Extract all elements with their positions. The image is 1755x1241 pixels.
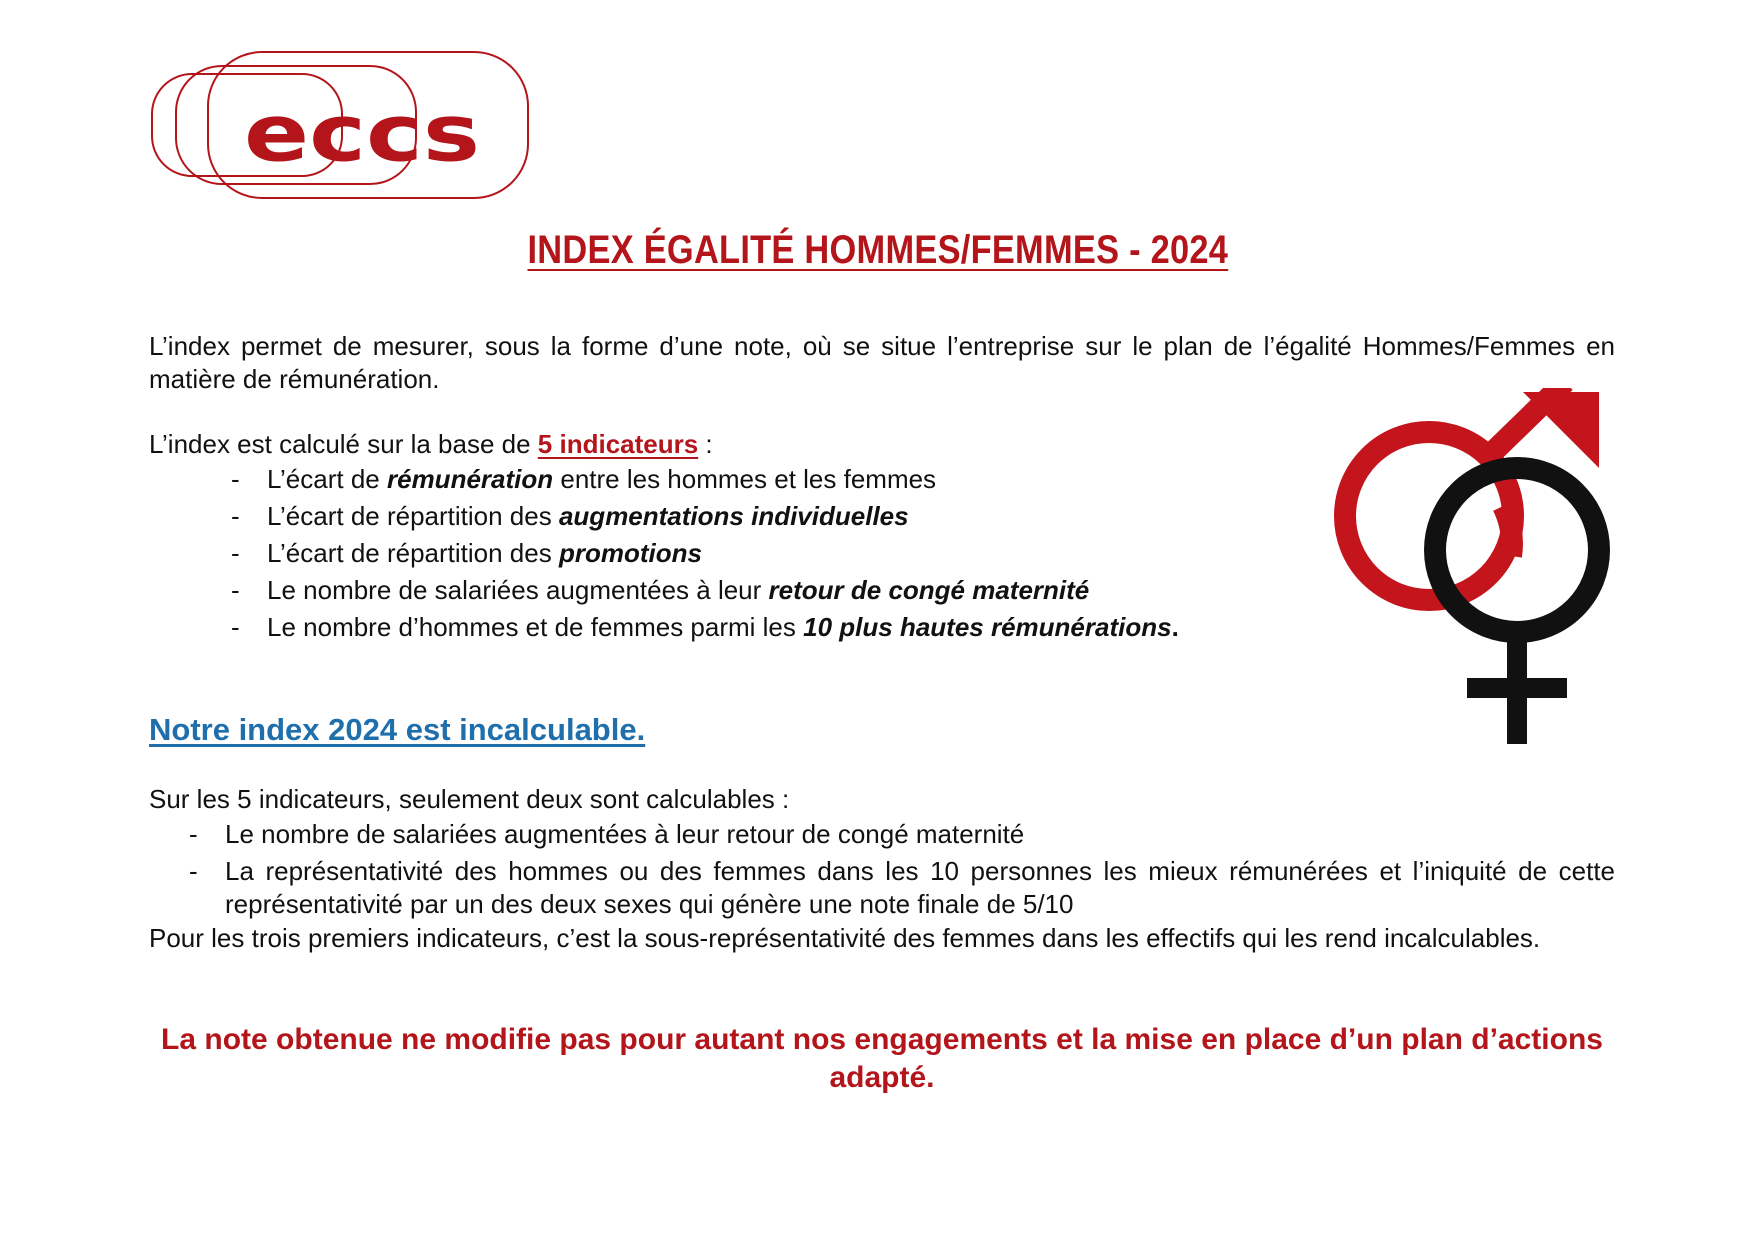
eccs-logo xyxy=(150,50,530,200)
conclusion-text: La note obtenue ne modifie pas pour autant nos engagements et la mise en place d’un plan d’actions adapté. xyxy=(161,1023,1603,1094)
list-item: - L’écart de rémunération entre les hommes et les femmes xyxy=(149,461,1179,498)
explanation-paragraph: Pour les trois premiers indicateurs, c’est la sous-représentativité des femmes dans les effectifs qui les rend incalculables. xyxy=(149,923,1541,953)
indicators-intro xyxy=(149,428,713,461)
logo-text: eccs xyxy=(243,88,481,180)
calculable-intro: Sur les 5 indicateurs, seulement deux sont calculables : xyxy=(149,784,790,814)
indicators-count: 5 indicateurs xyxy=(537,429,699,459)
list-item: - Le nombre de salariées augmentées à leur retour de congé maternité xyxy=(149,572,1179,609)
list-item: - Le nombre de salariées augmentées à leur retour de congé maternité xyxy=(149,818,1615,851)
intro-paragraph: L’index permet de mesurer, sous la forme d’une note, où se situe l’entreprise sur le plan de l’égalité Hommes/Femmes en matière de rémunération. xyxy=(149,331,1615,394)
male-female-symbol-icon xyxy=(1333,388,1623,750)
indicators-intro-colon: : xyxy=(698,429,713,459)
list-item: - La représentativité des hommes ou des femmes dans les 10 personnes les mieux rémunérées et l’iniquité de cette représentativité par un des deux sexes qui génère une note finale de 5/10 xyxy=(149,855,1615,921)
calculable-list xyxy=(149,818,1615,925)
page-title: INDEX ÉGALITÉ HOMMES/FEMMES - 2024 xyxy=(527,228,1229,272)
list-item: - Le nombre d’hommes et de femmes parmi les 10 plus hautes rémunérations. xyxy=(149,609,1179,646)
result-heading: Notre index 2024 est incalculable. xyxy=(149,712,646,747)
list-item: - L’écart de répartition des augmentations individuelles xyxy=(149,498,1179,535)
indicators-intro-text: L’index est calculé sur la base de xyxy=(149,429,538,459)
indicators-list xyxy=(149,461,1179,646)
list-item: - L’écart de répartition des promotions xyxy=(149,535,1179,572)
